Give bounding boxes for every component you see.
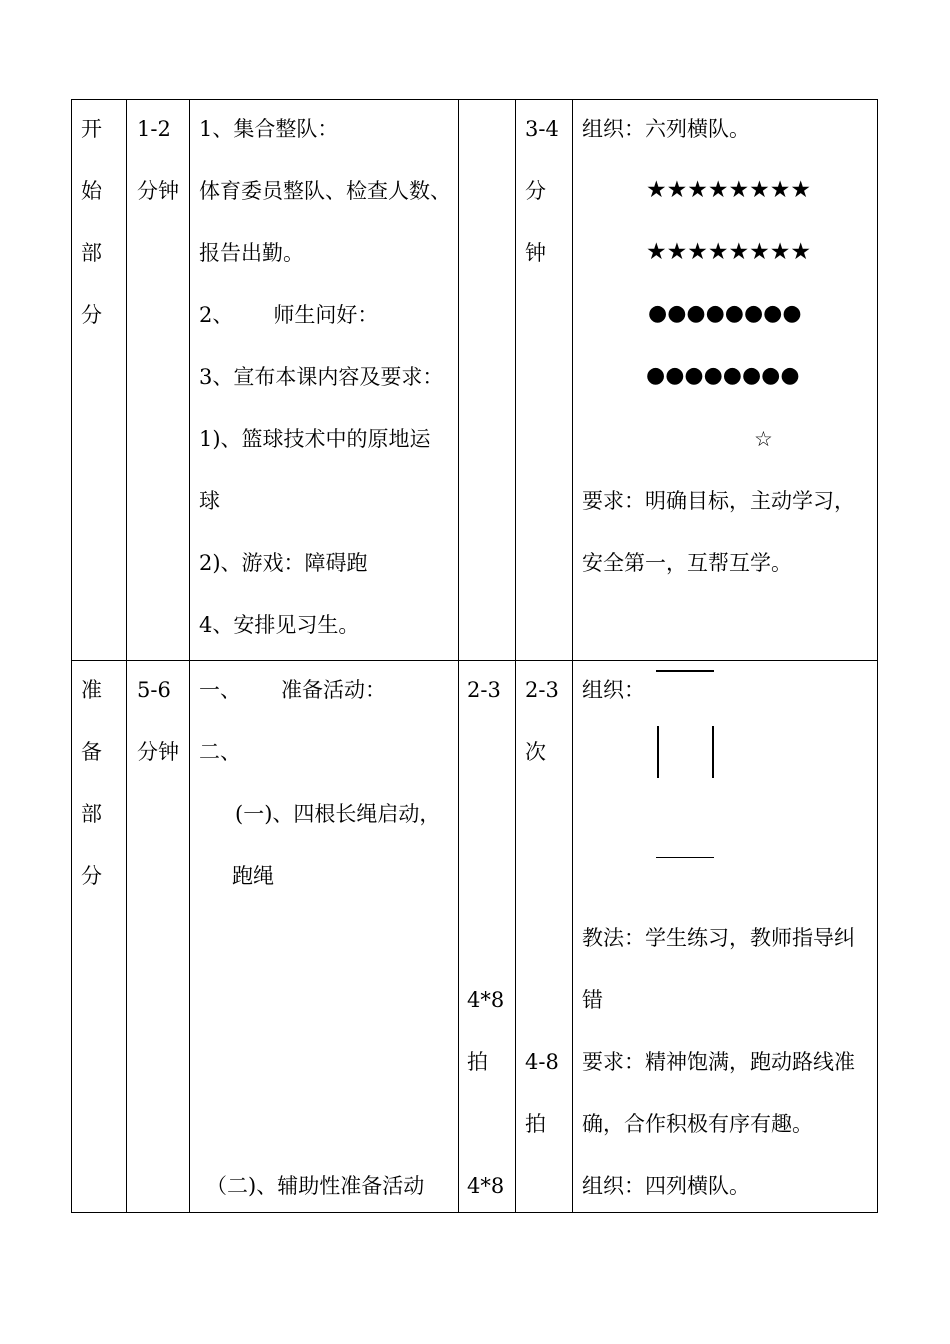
- column-divider: [515, 99, 516, 1213]
- table-border-top: [71, 99, 878, 100]
- reps-text: 4*8: [467, 1174, 505, 1198]
- section-char: 开: [81, 117, 102, 141]
- org-title: 组织：六列横队。: [582, 117, 750, 141]
- content-line: 2)、游戏：障碍跑: [199, 551, 368, 575]
- rope-diagram: [656, 668, 716, 860]
- table-border-right: [877, 99, 878, 1213]
- content-line: 跑绳: [232, 864, 274, 888]
- org-note: 要求：精神饱满，跑动路线准: [582, 1050, 855, 1074]
- duration-text: 3-4: [525, 117, 559, 141]
- reps-text: 4*8: [467, 988, 505, 1012]
- org-note: 确，合作积极有序有趣。: [582, 1112, 813, 1136]
- rope-right: [712, 726, 714, 778]
- content-line: 3、宣布本课内容及要求：: [199, 365, 444, 389]
- formation-star-row: ★★★★★★★★: [646, 177, 811, 203]
- content-line: 体育委员整队、检查人数、: [199, 179, 451, 203]
- content-line: 1)、篮球技术中的原地运: [199, 427, 431, 451]
- org-title: 组织：: [582, 678, 645, 702]
- content-line: (一)、四根长绳启动，: [235, 802, 441, 826]
- content-line: 2、 师生问好：: [199, 303, 379, 327]
- duration-text: 钟: [525, 241, 546, 265]
- formation-dot-row: ●●●●●●●●: [648, 301, 802, 326]
- org-note: 错: [582, 988, 603, 1012]
- teacher-star-icon: ☆: [754, 427, 773, 451]
- rope-top: [656, 670, 714, 672]
- org-note: 教法：学生练习，教师指导纠: [582, 926, 855, 950]
- time-text: 分钟: [137, 179, 179, 203]
- org-note: 组织：四列横队。: [582, 1174, 750, 1198]
- column-divider: [189, 99, 190, 1213]
- formation-dot-row: ●●●●●●●●: [646, 363, 800, 388]
- time-text: 分钟: [137, 740, 179, 764]
- section-char: 始: [81, 179, 102, 203]
- table-border-left: [71, 99, 72, 1213]
- content-line: 4、安排见习生。: [199, 613, 360, 637]
- content-line: 二、: [199, 740, 241, 764]
- formation-star-row: ★★★★★★★★: [646, 239, 811, 265]
- section-char: 部: [81, 241, 102, 265]
- section-char: 分: [81, 303, 102, 327]
- content-line: （二)、辅助性准备活动: [206, 1174, 425, 1198]
- duration-text: 2-3: [525, 678, 559, 702]
- lesson-plan-table: [71, 99, 878, 1213]
- reps-text: 2-3: [467, 678, 501, 702]
- section-char: 部: [81, 802, 102, 826]
- rope-left: [657, 726, 659, 778]
- time-text: 5-6: [137, 678, 171, 702]
- content-line: 一、 准备活动：: [199, 678, 387, 702]
- content-line: 1、集合整队：: [199, 117, 339, 141]
- content-line: 报告出勤。: [199, 241, 304, 265]
- column-divider: [572, 99, 573, 1213]
- row-divider: [71, 660, 878, 661]
- duration-text: 次: [525, 740, 546, 764]
- table-border-bottom: [71, 1212, 878, 1213]
- section-char: 准: [81, 678, 102, 702]
- reps-text: 拍: [467, 1050, 488, 1074]
- section-char: 备: [81, 740, 102, 764]
- duration-text: 4-8: [525, 1050, 559, 1074]
- org-note: 安全第一，互帮互学。: [582, 551, 792, 575]
- column-divider: [458, 99, 459, 1213]
- section-char: 分: [81, 864, 102, 888]
- content-line: 球: [199, 489, 220, 513]
- duration-text: 拍: [525, 1112, 546, 1136]
- column-divider: [126, 99, 127, 1213]
- rope-bottom: [656, 857, 714, 858]
- duration-text: 分: [525, 179, 546, 203]
- time-text: 1-2: [137, 117, 171, 141]
- org-note: 要求：明确目标，主动学习，: [582, 489, 855, 513]
